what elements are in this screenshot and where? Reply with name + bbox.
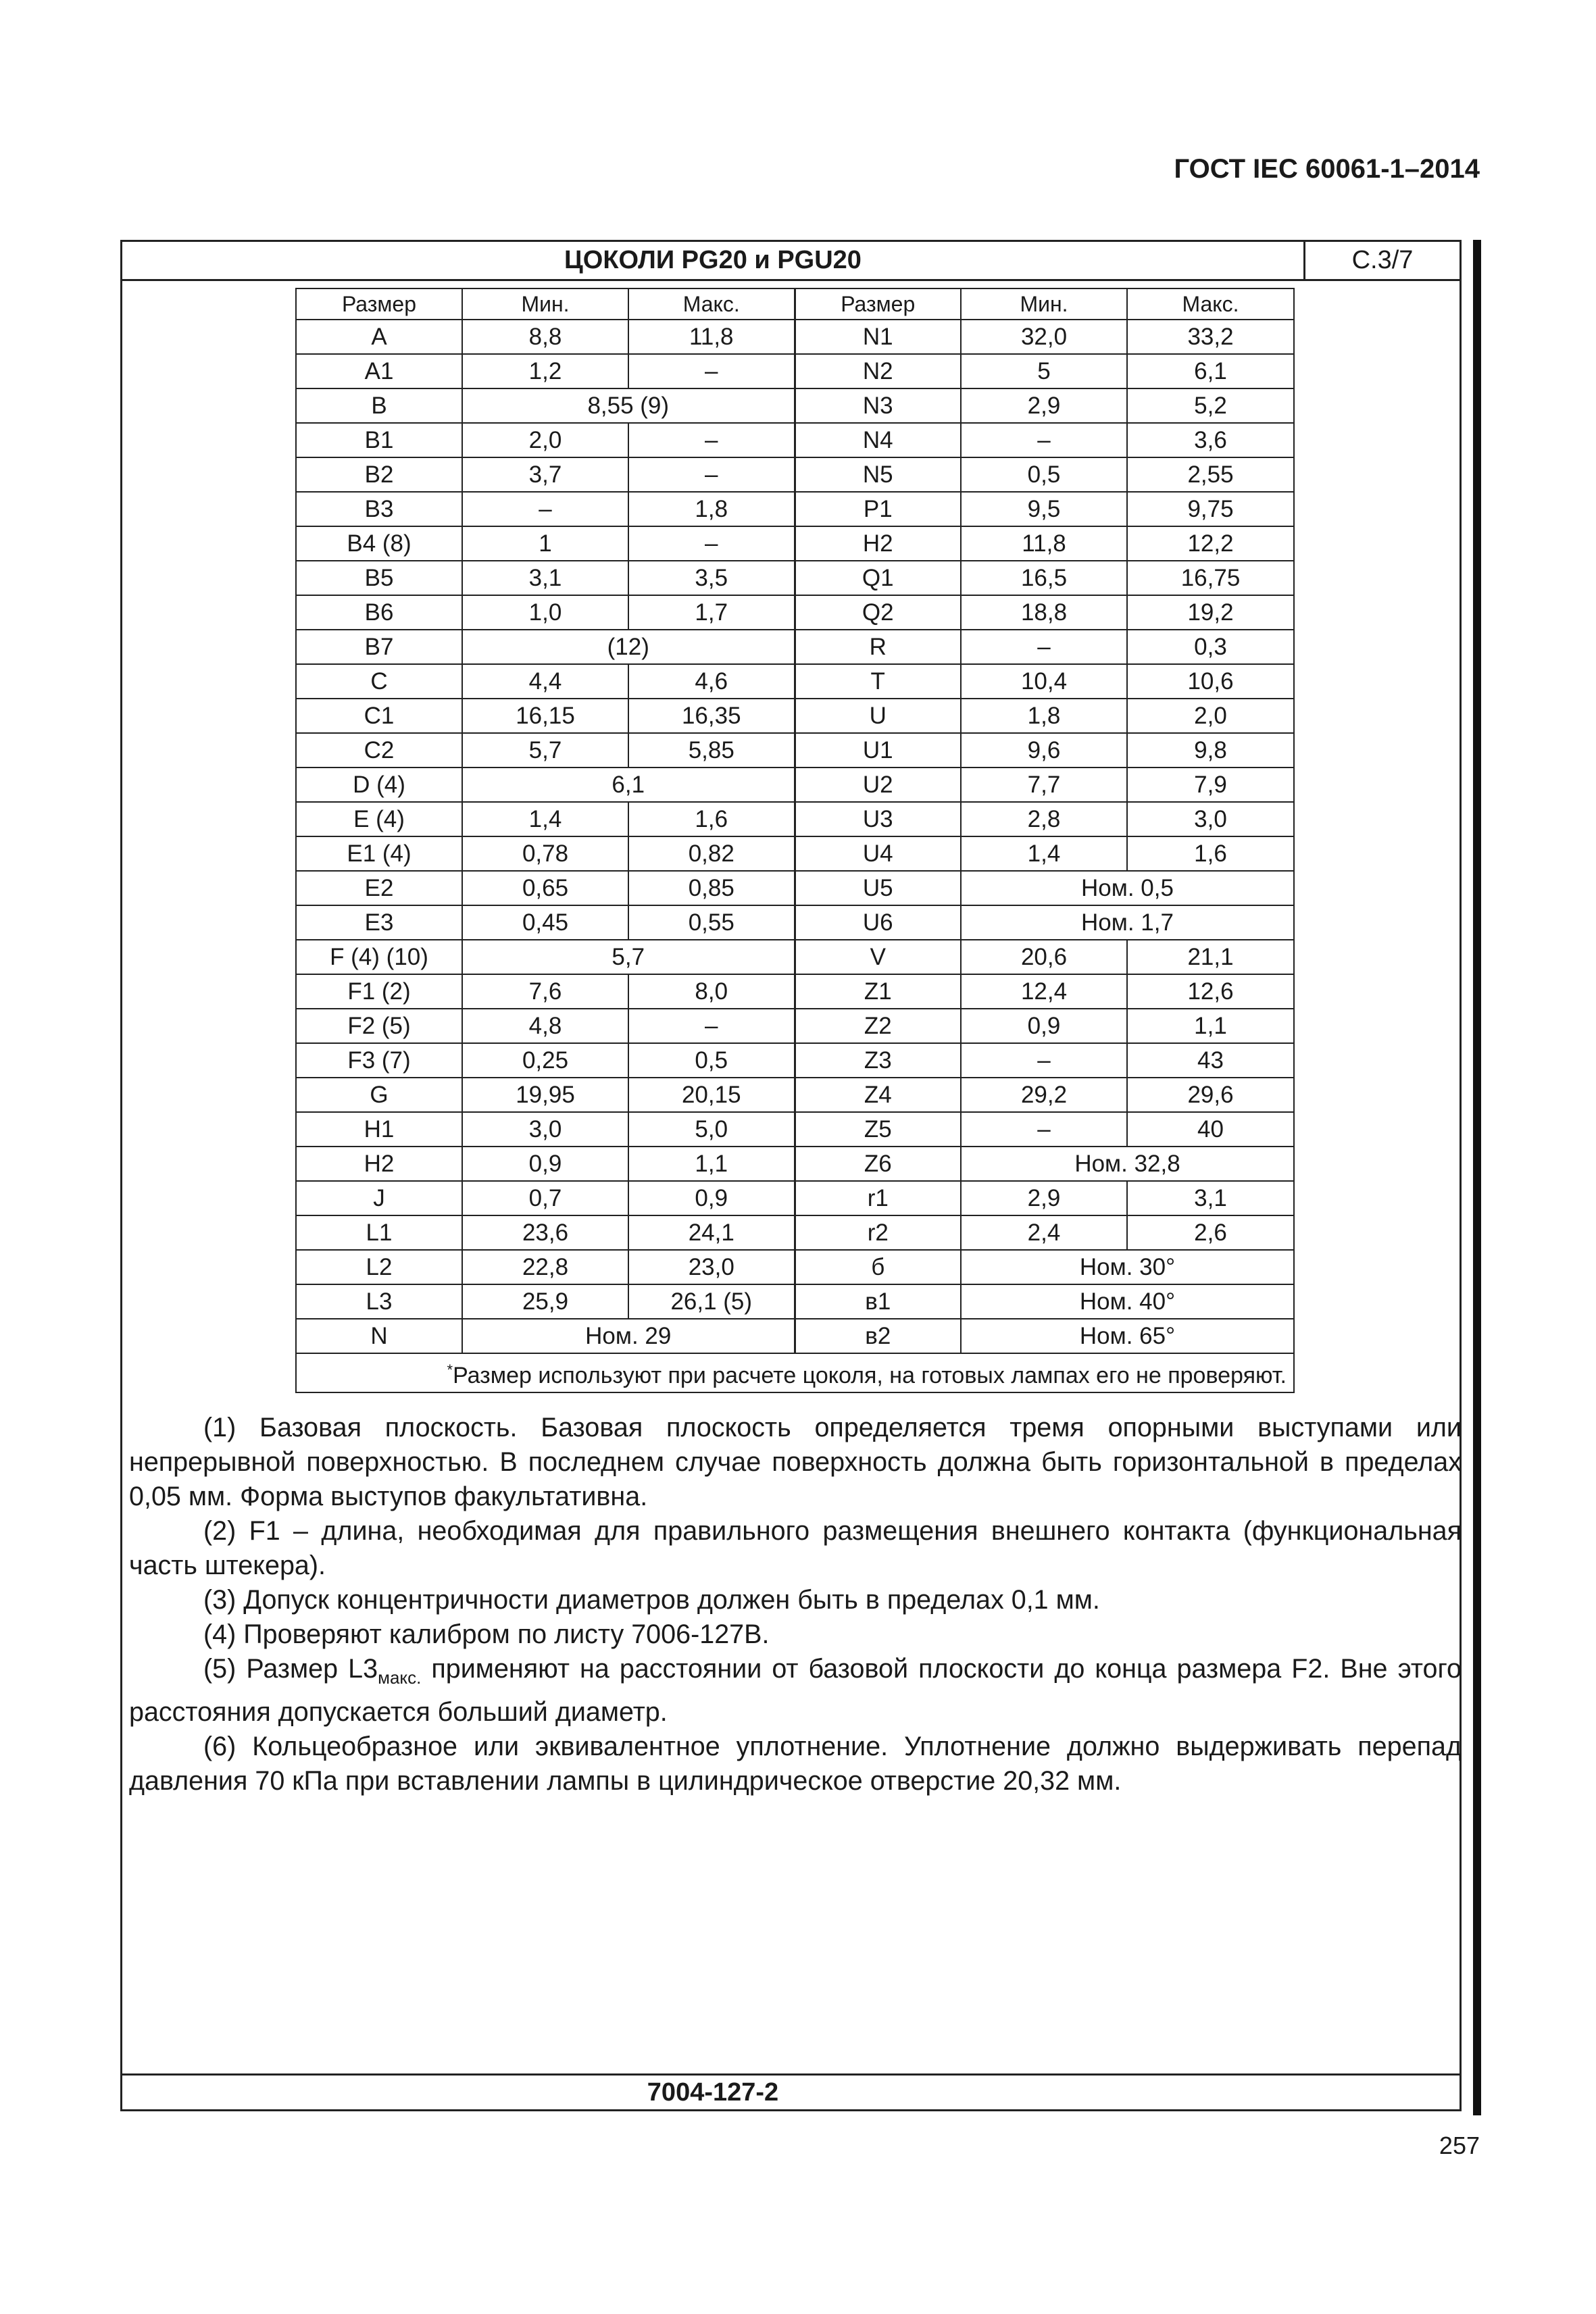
dimension-name-cell: L3 (296, 1284, 462, 1319)
max-value-cell: 12,2 (1127, 526, 1294, 561)
max-value-cell: 16,75 (1127, 561, 1294, 595)
min-value-cell: 0,78 (462, 836, 628, 871)
max-value-cell: 3,0 (1127, 802, 1294, 836)
dimension-name-cell: Z6 (795, 1147, 961, 1181)
dimension-name-cell: J (296, 1181, 462, 1215)
dimension-name-cell: E2 (296, 871, 462, 905)
note-5 (129, 1652, 1462, 1730)
table-row (296, 457, 1294, 492)
max-value-cell: 5,85 (628, 733, 795, 768)
dimension-name-cell: N (296, 1319, 462, 1353)
dimension-name-cell: Q2 (795, 595, 961, 630)
min-value-cell: 7,7 (961, 768, 1127, 802)
table-row (296, 940, 1294, 974)
table-row (296, 388, 1294, 423)
dimension-name-cell: L2 (296, 1250, 462, 1284)
max-value-cell: 1,1 (1127, 1009, 1294, 1043)
min-value-cell: – (961, 630, 1127, 664)
min-value-cell: – (961, 1112, 1127, 1147)
sheet-title: ЦОКОЛИ PG20 и PGU20 (564, 246, 862, 274)
dimension-name-cell: E1 (4) (296, 836, 462, 871)
table-row (296, 1043, 1294, 1078)
page-number: 257 (1439, 2132, 1480, 2159)
dimension-name-cell: Z2 (795, 1009, 961, 1043)
dimension-name-cell: R (795, 630, 961, 664)
column-header: Мин. (462, 288, 628, 320)
min-value-cell: 3,7 (462, 457, 628, 492)
max-value-cell: 10,6 (1127, 664, 1294, 699)
max-value-cell: 0,3 (1127, 630, 1294, 664)
dimension-name-cell: E3 (296, 905, 462, 940)
min-value-cell: 1,4 (462, 802, 628, 836)
dimension-name-cell: N5 (795, 457, 961, 492)
table-row (296, 1112, 1294, 1147)
table-row (296, 561, 1294, 595)
max-value-cell: – (628, 457, 795, 492)
max-value-cell: 19,2 (1127, 595, 1294, 630)
table-body (296, 320, 1294, 1353)
table-footnote (296, 1353, 1294, 1392)
table-row (296, 802, 1294, 836)
column-header: Размер (795, 288, 961, 320)
dimension-value-cell: Ном. 30° (961, 1250, 1294, 1284)
min-value-cell: 0,45 (462, 905, 628, 940)
min-value-cell: 11,8 (961, 526, 1127, 561)
min-value-cell: – (961, 423, 1127, 457)
max-value-cell: 0,82 (628, 836, 795, 871)
table-row (296, 1250, 1294, 1284)
dimension-name-cell: C1 (296, 699, 462, 733)
max-value-cell: 21,1 (1127, 940, 1294, 974)
max-value-cell: 43 (1127, 1043, 1294, 1078)
sheet-title-row (122, 242, 1460, 281)
min-value-cell: 5,7 (462, 733, 628, 768)
table-row (296, 1319, 1294, 1353)
dimension-name-cell: N1 (795, 320, 961, 354)
table-row (296, 1181, 1294, 1215)
min-value-cell: 16,15 (462, 699, 628, 733)
dimension-name-cell: Z1 (795, 974, 961, 1009)
dimension-name-cell: C (296, 664, 462, 699)
max-value-cell: 23,0 (628, 1250, 795, 1284)
dimension-name-cell: U1 (795, 733, 961, 768)
dimension-name-cell: P1 (795, 492, 961, 526)
min-value-cell: 5 (961, 354, 1127, 388)
min-value-cell: 9,6 (961, 733, 1127, 768)
min-value-cell: 20,6 (961, 940, 1127, 974)
min-value-cell: 4,4 (462, 664, 628, 699)
min-value-cell: 0,65 (462, 871, 628, 905)
max-value-cell: 12,6 (1127, 974, 1294, 1009)
table-row (296, 905, 1294, 940)
dimension-value-cell: Ном. 1,7 (961, 905, 1294, 940)
min-value-cell: 1,8 (961, 699, 1127, 733)
footnote-mark: * (447, 1361, 453, 1378)
dimension-name-cell: Z5 (795, 1112, 961, 1147)
column-header: Мин. (961, 288, 1127, 320)
table-row (296, 974, 1294, 1009)
dimension-name-cell: U (795, 699, 961, 733)
dimension-name-cell: Q1 (795, 561, 961, 595)
column-header: Макс. (1127, 288, 1294, 320)
note-1: (1) Базовая плоскость. Базовая плоскость определяется тремя опорными выступами или непрерывной поверхностью. В последнем случае поверхность должна быть горизонтальной в пределах 0,05 мм. Форма выступов факультативна. (129, 1413, 1462, 1511)
dimension-name-cell: в1 (795, 1284, 961, 1319)
max-value-cell: 8,0 (628, 974, 795, 1009)
dimension-name-cell: V (795, 940, 961, 974)
max-value-cell: 0,5 (628, 1043, 795, 1078)
max-value-cell: – (628, 423, 795, 457)
frame-right-bar (1473, 240, 1481, 2115)
min-value-cell: 23,6 (462, 1215, 628, 1250)
dimension-value-cell: 5,7 (462, 940, 795, 974)
max-value-cell: 0,9 (628, 1181, 795, 1215)
note-5-end: применяют на расстоянии от базовой плоскости до конца размера F2. Вне этого расстояния допускается больший диаметр. (129, 1654, 1462, 1727)
table-row (296, 1284, 1294, 1319)
table-row (296, 664, 1294, 699)
min-value-cell: 1,0 (462, 595, 628, 630)
dimension-value-cell: (12) (462, 630, 795, 664)
max-value-cell: 1,6 (628, 802, 795, 836)
note-5-subscript: макс. (378, 1667, 422, 1688)
min-value-cell: 3,1 (462, 561, 628, 595)
min-value-cell: – (961, 1043, 1127, 1078)
min-value-cell: 12,4 (961, 974, 1127, 1009)
table-row (296, 699, 1294, 733)
max-value-cell: 2,0 (1127, 699, 1294, 733)
notes (129, 1411, 1462, 1799)
sheet-code-row (122, 2073, 1460, 2109)
dimension-name-cell: H2 (795, 526, 961, 561)
table-row (296, 354, 1294, 388)
dimension-name-cell: C2 (296, 733, 462, 768)
dimension-name-cell: U3 (795, 802, 961, 836)
dimension-value-cell: Ном. 32,8 (961, 1147, 1294, 1181)
table-footnote-row (296, 1353, 1294, 1392)
dimension-name-cell: B6 (296, 595, 462, 630)
max-value-cell: 16,35 (628, 699, 795, 733)
dimension-name-cell: E (4) (296, 802, 462, 836)
dimension-name-cell: H1 (296, 1112, 462, 1147)
min-value-cell: 2,4 (961, 1215, 1127, 1250)
max-value-cell: 4,6 (628, 664, 795, 699)
dimension-name-cell: N2 (795, 354, 961, 388)
min-value-cell: 8,8 (462, 320, 628, 354)
max-value-cell: 40 (1127, 1112, 1294, 1147)
min-value-cell: 1,4 (961, 836, 1127, 871)
max-value-cell: 20,15 (628, 1078, 795, 1112)
dimension-name-cell: U2 (795, 768, 961, 802)
note-3: (3) Допуск концентричности диаметров должен быть в пределах 0,1 мм. (203, 1585, 1100, 1615)
min-value-cell: 18,8 (961, 595, 1127, 630)
max-value-cell: 2,55 (1127, 457, 1294, 492)
max-value-cell: 5,2 (1127, 388, 1294, 423)
table-row (296, 595, 1294, 630)
max-value-cell: 9,8 (1127, 733, 1294, 768)
max-value-cell: 6,1 (1127, 354, 1294, 388)
dimension-name-cell: B4 (8) (296, 526, 462, 561)
table-row (296, 768, 1294, 802)
dimension-name-cell: B5 (296, 561, 462, 595)
dimension-name-cell: N3 (795, 388, 961, 423)
min-value-cell: 19,95 (462, 1078, 628, 1112)
sheet-code: 7004-127-2 (647, 2078, 779, 2107)
table-row (296, 871, 1294, 905)
max-value-cell: 11,8 (628, 320, 795, 354)
max-value-cell: 7,9 (1127, 768, 1294, 802)
note-2: (2) F1 – длина, необходимая для правильного размещения внешнего контакта (функциональная часть штекера). (129, 1516, 1462, 1580)
max-value-cell: 5,0 (628, 1112, 795, 1147)
dimension-name-cell: F3 (7) (296, 1043, 462, 1078)
dimension-name-cell: Z4 (795, 1078, 961, 1112)
min-value-cell: 2,0 (462, 423, 628, 457)
dimension-name-cell: r1 (795, 1181, 961, 1215)
table-row (296, 320, 1294, 354)
dimension-value-cell: Ном. 65° (961, 1319, 1294, 1353)
min-value-cell: 32,0 (961, 320, 1127, 354)
table-row (296, 1078, 1294, 1112)
max-value-cell: – (628, 526, 795, 561)
dimension-name-cell: B1 (296, 423, 462, 457)
max-value-cell: 2,6 (1127, 1215, 1294, 1250)
table-row (296, 1009, 1294, 1043)
min-value-cell: 0,9 (462, 1147, 628, 1181)
table-header-row (296, 288, 1294, 320)
max-value-cell: 0,85 (628, 871, 795, 905)
dimension-value-cell: 6,1 (462, 768, 795, 802)
min-value-cell: 22,8 (462, 1250, 628, 1284)
dimension-name-cell: B7 (296, 630, 462, 664)
min-value-cell: 0,25 (462, 1043, 628, 1078)
max-value-cell: 26,1 (5) (628, 1284, 795, 1319)
sheet-frame (120, 240, 1462, 2111)
dimension-name-cell: A (296, 320, 462, 354)
table-row (296, 1147, 1294, 1181)
column-header: Макс. (628, 288, 795, 320)
dimension-name-cell: в2 (795, 1319, 961, 1353)
max-value-cell: 3,1 (1127, 1181, 1294, 1215)
dimensions-table (295, 288, 1295, 1393)
min-value-cell: 1,2 (462, 354, 628, 388)
max-value-cell: – (628, 354, 795, 388)
dimension-name-cell: B3 (296, 492, 462, 526)
dimension-name-cell: U6 (795, 905, 961, 940)
note-6: (6) Кольцеобразное или эквивалентное уплотнение. Уплотнение должно выдерживать перепад давления 70 кПа при вставлении лампы в цилиндрическое отверстие 20,32 мм. (129, 1731, 1462, 1796)
min-value-cell: 9,5 (961, 492, 1127, 526)
dimension-name-cell: U5 (795, 871, 961, 905)
min-value-cell: 2,9 (961, 1181, 1127, 1215)
min-value-cell: 0,9 (961, 1009, 1127, 1043)
dimension-name-cell: H2 (296, 1147, 462, 1181)
column-header: Размер (296, 288, 462, 320)
dimension-name-cell: r2 (795, 1215, 961, 1250)
min-value-cell: 3,0 (462, 1112, 628, 1147)
dimension-value-cell: 8,55 (9) (462, 388, 795, 423)
standard-header: ГОСТ IEC 60061-1–2014 (1174, 154, 1480, 184)
table-row (296, 630, 1294, 664)
min-value-cell: 0,7 (462, 1181, 628, 1215)
dimension-name-cell: F (4) (10) (296, 940, 462, 974)
dimension-name-cell: N4 (795, 423, 961, 457)
max-value-cell: 24,1 (628, 1215, 795, 1250)
dimension-name-cell: B (296, 388, 462, 423)
dimension-name-cell: D (4) (296, 768, 462, 802)
note-5-start: (5) Размер L3 (203, 1654, 378, 1684)
table-row (296, 492, 1294, 526)
dimension-value-cell: Ном. 0,5 (961, 871, 1294, 905)
dimension-name-cell: G (296, 1078, 462, 1112)
min-value-cell: 1 (462, 526, 628, 561)
footnote-text: Размер используют при расчете цоколя, на готовых лампах его не проверяют. (453, 1363, 1287, 1388)
dimension-name-cell: B2 (296, 457, 462, 492)
max-value-cell: 3,6 (1127, 423, 1294, 457)
max-value-cell: 3,5 (628, 561, 795, 595)
dimension-name-cell: T (795, 664, 961, 699)
max-value-cell: 9,75 (1127, 492, 1294, 526)
max-value-cell: 29,6 (1127, 1078, 1294, 1112)
note-4: (4) Проверяют калибром по листу 7006-127В. (203, 1619, 770, 1649)
table-row (296, 526, 1294, 561)
max-value-cell: – (628, 1009, 795, 1043)
dimension-name-cell: A1 (296, 354, 462, 388)
min-value-cell: 2,9 (961, 388, 1127, 423)
max-value-cell: 33,2 (1127, 320, 1294, 354)
table-row (296, 733, 1294, 768)
dimension-name-cell: L1 (296, 1215, 462, 1250)
max-value-cell: 1,1 (628, 1147, 795, 1181)
dimension-value-cell: Ном. 40° (961, 1284, 1294, 1319)
min-value-cell: 25,9 (462, 1284, 628, 1319)
sheet-ref: С.3/7 (1351, 246, 1414, 274)
max-value-cell: 1,7 (628, 595, 795, 630)
min-value-cell: – (462, 492, 628, 526)
dimension-name-cell: Z3 (795, 1043, 961, 1078)
min-value-cell: 0,5 (961, 457, 1127, 492)
dimension-value-cell: Ном. 29 (462, 1319, 795, 1353)
table-row (296, 423, 1294, 457)
max-value-cell: 1,6 (1127, 836, 1294, 871)
min-value-cell: 2,8 (961, 802, 1127, 836)
dimension-name-cell: F2 (5) (296, 1009, 462, 1043)
max-value-cell: 0,55 (628, 905, 795, 940)
dimension-name-cell: U4 (795, 836, 961, 871)
min-value-cell: 10,4 (961, 664, 1127, 699)
dimension-name-cell: б (795, 1250, 961, 1284)
min-value-cell: 29,2 (961, 1078, 1127, 1112)
max-value-cell: 1,8 (628, 492, 795, 526)
table-row (296, 836, 1294, 871)
min-value-cell: 16,5 (961, 561, 1127, 595)
table-row (296, 1215, 1294, 1250)
min-value-cell: 7,6 (462, 974, 628, 1009)
min-value-cell: 4,8 (462, 1009, 628, 1043)
dimension-name-cell: F1 (2) (296, 974, 462, 1009)
